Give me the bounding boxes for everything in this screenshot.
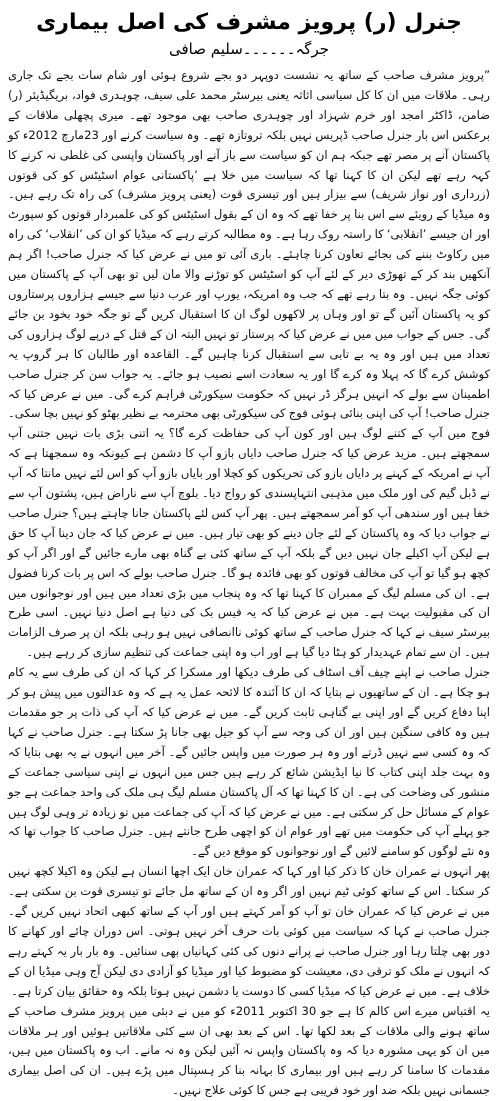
article-paragraph: یہ اقتباس میرے اس کالم کا ہے جو 30 اکتوبر 2011ء کو میں نے دبئی میں پرویز مشرف صاحب کے ساتھ ہونے والی ملاقات کے بعد لکھا تھا۔ اس کے بعد بھی ان سے کئی ملاقاتیں ہوئیں اور ہر ملاقات میں ان کو یہی مشورہ دیا کہ وہ پاکستان واپس نہ آئیں لیکن وہ نہ مانے۔ اب وہ پاکستان میں ہیں، مقدمات کا سامنا کر رہے ہیں اور بیماری کا بہانہ بنا کر ہسپتال میں پڑے ہیں۔ ان کی اصل بیماری جسمانی نہیں بلکہ ضد اور خود فریبی ہے جس کا کوئی علاج نہیں۔ [8,1003,490,1098]
article-paragraph: پھر انہوں نے عمران خان کا ذکر کیا اور کہا کہ عمران خان ایک اچھا انسان ہے لیکن وہ اکیلا کچھ نہیں کر سکتا۔ اس کے ساتھ کوئی ٹیم نہیں اور اگر وہ ان کے ساتھ مل جائے تو تیسری قوت بن سکتی ہے۔ میں نے عرض کیا کہ عمران خان تو آپ کو آمر کہتے ہیں اور آپ کے ساتھ کبھی اتحاد نہیں کریں گے۔ جنرل صاحب نے کہا کہ سیاست میں کوئی بات حرف آخر نہیں ہوتی۔ اس دوران چائے اور کھانے کا دور بھی چلتا رہا اور جنرل صاحب نے پرانے دنوں کی کئی کہانیاں بھی سنائیں۔ وہ بار بار یہ کہتے رہے کہ انہوں نے ملک کو ترقی دی، معیشت کو مضبوط کیا اور میڈیا کو آزادی دی لیکن آج وہی میڈیا ان کے خلاف ہے۔ میں نے عرض کیا کہ میڈیا کسی کا دوست یا دشمن نہیں ہوتا بلکہ وہ حقائق بیان کرتا ہے۔ [8,864,490,998]
article-body [8,66,490,1098]
article-byline: جرگہ۔۔۔۔۔۔سلیم صافی [168,40,329,58]
article-title: جنرل (ر) پرویز مشرف کی اصل بیماری [36,10,462,35]
article-paragraph: ”پرویز مشرف صاحب کے ساتھ یہ نشست دوپہر دو بجے شروع ہوئی اور شام سات بجے تک جاری رہی۔ ملاقات میں ان کا کل سیاسی اثاثہ یعنی بیرسٹر محمد علی سیف، چوہدری فواد، بریگیڈیئر (ر) ضامن، ڈاکٹر امجد اور خرم شہزاد اور چوہدری صاحب بھی موجود تھے۔ میری پچھلی ملاقات کے برعکس اس بار جنرل صاحب ڈپریس نہیں بلکہ تروتازہ تھے۔ وہ سیاست کرنے اور 23مارچ 2012ء کو پاکستان آنے پر مصر تھے جبکہ ہم ان کو سیاست سے باز آنے اور پاکستان واپسی کی غلطی نہ کرنے کا کہہ رہے تھے لیکن ان کا کہنا تھا کہ سیاست میں خلا ہے ’پاکستانی عوام اسٹیٹس کو کی قوتوں (زرداری اور نواز شریف) سے بیزار ہیں اور تیسری قوت (یعنی پرویز مشرف) کی راہ تک رہے ہیں۔ وہ میڈیا کے رویئے سے اس بنا پر خفا تھے کہ وہ ان کے بقول اسٹیٹس کو کی علمبردار قوتوں کو سپورٹ اور ان جیسے ’انقلابی‘ کا راستہ روک رہا ہے۔ وہ مطالبہ کرتے رہے کہ میڈیا کو ان کی ’انقلاب‘ کی راہ میں رکاوٹ بننے کی بجائے تعاون کرنا چاہئے۔ باری آئی تو میں نے عرض کیا کہ جنرل صاحب! اگر ہم آنکھیں بند کر کے تھوڑی دیر کے لئے آپ کو اسٹیٹس کو توڑنے والا مان لیں تو بھی آپ کے پاکستان میں کوئی جگہ نہیں۔ وہ بتا رہے تھے کہ جب وہ امریکہ، یورپ اور عرب دنیا سے جیسے ہزاروں پرستاروں کو یہ پاکستان آئیں گے تو اور وہاں پر لاکھوں لوگ ان کا استقبال کریں گے تو جگہ خود بخود بن جائے گی۔ جس کے جواب میں میں نے عرض کیا کہ پرستار تو نہیں البتہ ان کے قتل کے درپے لوگ ہزاروں کی تعداد میں ہیں اور وہ یہ بے تابی سے استقبال کرنا چاہیں گے۔ القاعدہ اور طالبان کا ہر گروپ یہ کوشش کرے گا کہ پہلا وہ کرے گا اور یہ سعادت اسے نصیب ہو جائے۔ یہ جواب سن کر جنرل صاحب اطمینان سے بولے کہ انہیں ہرگز ڈر نہیں کہ حکومت سیکورٹی فراہم کرے گی۔ میں نے عرض کیا کہ جنرل صاحب! آپ کی اپنی بنائی ہوئی فوج کی سیکورٹی بھی محترمہ بے نظیر بھٹو کو نہیں بچا سکی۔ فوج میں آپ کے کتنے لوگ ہیں اور کون آپ کی حفاظت کرے گا؟ یہ اتنی بڑی بات نہیں جتنی آپ سمجھتے ہیں۔ مزید عرض کیا کہ جنرل صاحب دایاں بازو آپ کا دشمن ہے کیونکہ وہ سمجھتا ہے کہ آپ نے امریکہ کے کہنے پر دایاں بازو کی تحریکوں کو کچلا اور بایاں بازو آپ کو اس لئے نہیں مانتا کہ آپ نے ڈبل گیم کی اور ملک میں مذہبی انتہاپسندی کو رواج دیا۔ بلوچ آپ سے ناراض ہیں، پشتون آپ سے خفا ہیں اور سندھی آپ کو آمر سمجھتے ہیں۔ پھر آپ کس لئے پاکستان جانا چاہتے ہیں؟ جنرل صاحب نے جواب دیا کہ وہ پاکستان کے لئے جان دینے کو بھی تیار ہیں۔ میں نے عرض کیا کہ جان دینا آپ کا حق ہے لیکن آپ اکیلے جان نہیں دیں گے بلکہ آپ کے ساتھ کئی بے گناہ بھی مارے جائیں گے اور اگر آپ کو کچھ ہو گیا تو آپ کی مخالف قوتوں کو بھی فائدہ ہو گا۔ جنرل صاحب بولے کہ اس پر بات کرنا فضول ہے۔ ان کی مسلم لیگ کے ممبران کا کہنا تھا کہ وہ پنجاب میں بڑی تعداد میں ہیں اور نوجوانوں میں ان کی مقبولیت بہت ہے۔ میں نے عرض کیا کہ یہ فیس بک کی دنیا ہے اصل دنیا نہیں۔ اسی طرح بیرسٹر سیف نے کہا کہ جنرل صاحب کے ساتھ کوئی ناانصافی نہیں ہو رہی بلکہ ان پر صرف الزامات ہیں۔ ان سے تمام عہدیدار کو ہٹا دیا گیا ہے اور اب وہ اپنی جماعت کی تنظیم سازی کر رہے ہیں۔ [8,68,490,660]
article-paragraph: جنرل صاحب نے اپنے چیف آف اسٹاف کی طرف دیکھا اور مسکرا کر کہا کہ ان کی طرف سے یہ کام ہو چکا ہے۔ ان کے ساتھیوں نے بتایا کہ ان کا آئندہ کا لائحہ عمل یہ ہے کہ وہ عدالتوں میں پیش ہو کر اپنا دفاع کریں گے اور اپنی بے گناہی ثابت کریں گے۔ میں نے عرض کیا کہ آپ کی ذات پر جو مقدمات ہیں وہ کافی سنگین ہیں اور ان کی وجہ سے آپ کو جیل بھی جانا پڑ سکتا ہے۔ جنرل صاحب نے کہا کہ وہ کسی سے نہیں ڈرتے اور وہ ہر صورت میں واپس جائیں گے۔ آخر میں انہوں نے یہ بھی بتایا کہ وہ بہت جلد اپنی کتاب کا نیا ایڈیشن شائع کر رہے ہیں جس میں انہوں نے اپنی سیاسی جماعت کے منشور کی وضاحت کی ہے۔ ان کا کہنا تھا کہ آل پاکستان مسلم لیگ ہی ملک کی واحد جماعت ہے جو عوام کے مسائل حل کر سکتی ہے۔ میں نے عرض کیا کہ آپ کی جماعت میں تو زیادہ تر وہی لوگ ہیں جو پہلے آپ کی حکومت میں تھے اور عوام ان کو اچھی طرح جانتے ہیں۔ جنرل صاحب کا جواب تھا کہ وہ نئے لوگوں کو سامنے لائیں گے اور نوجوانوں کو موقع دیں گے۔ [8,665,490,859]
